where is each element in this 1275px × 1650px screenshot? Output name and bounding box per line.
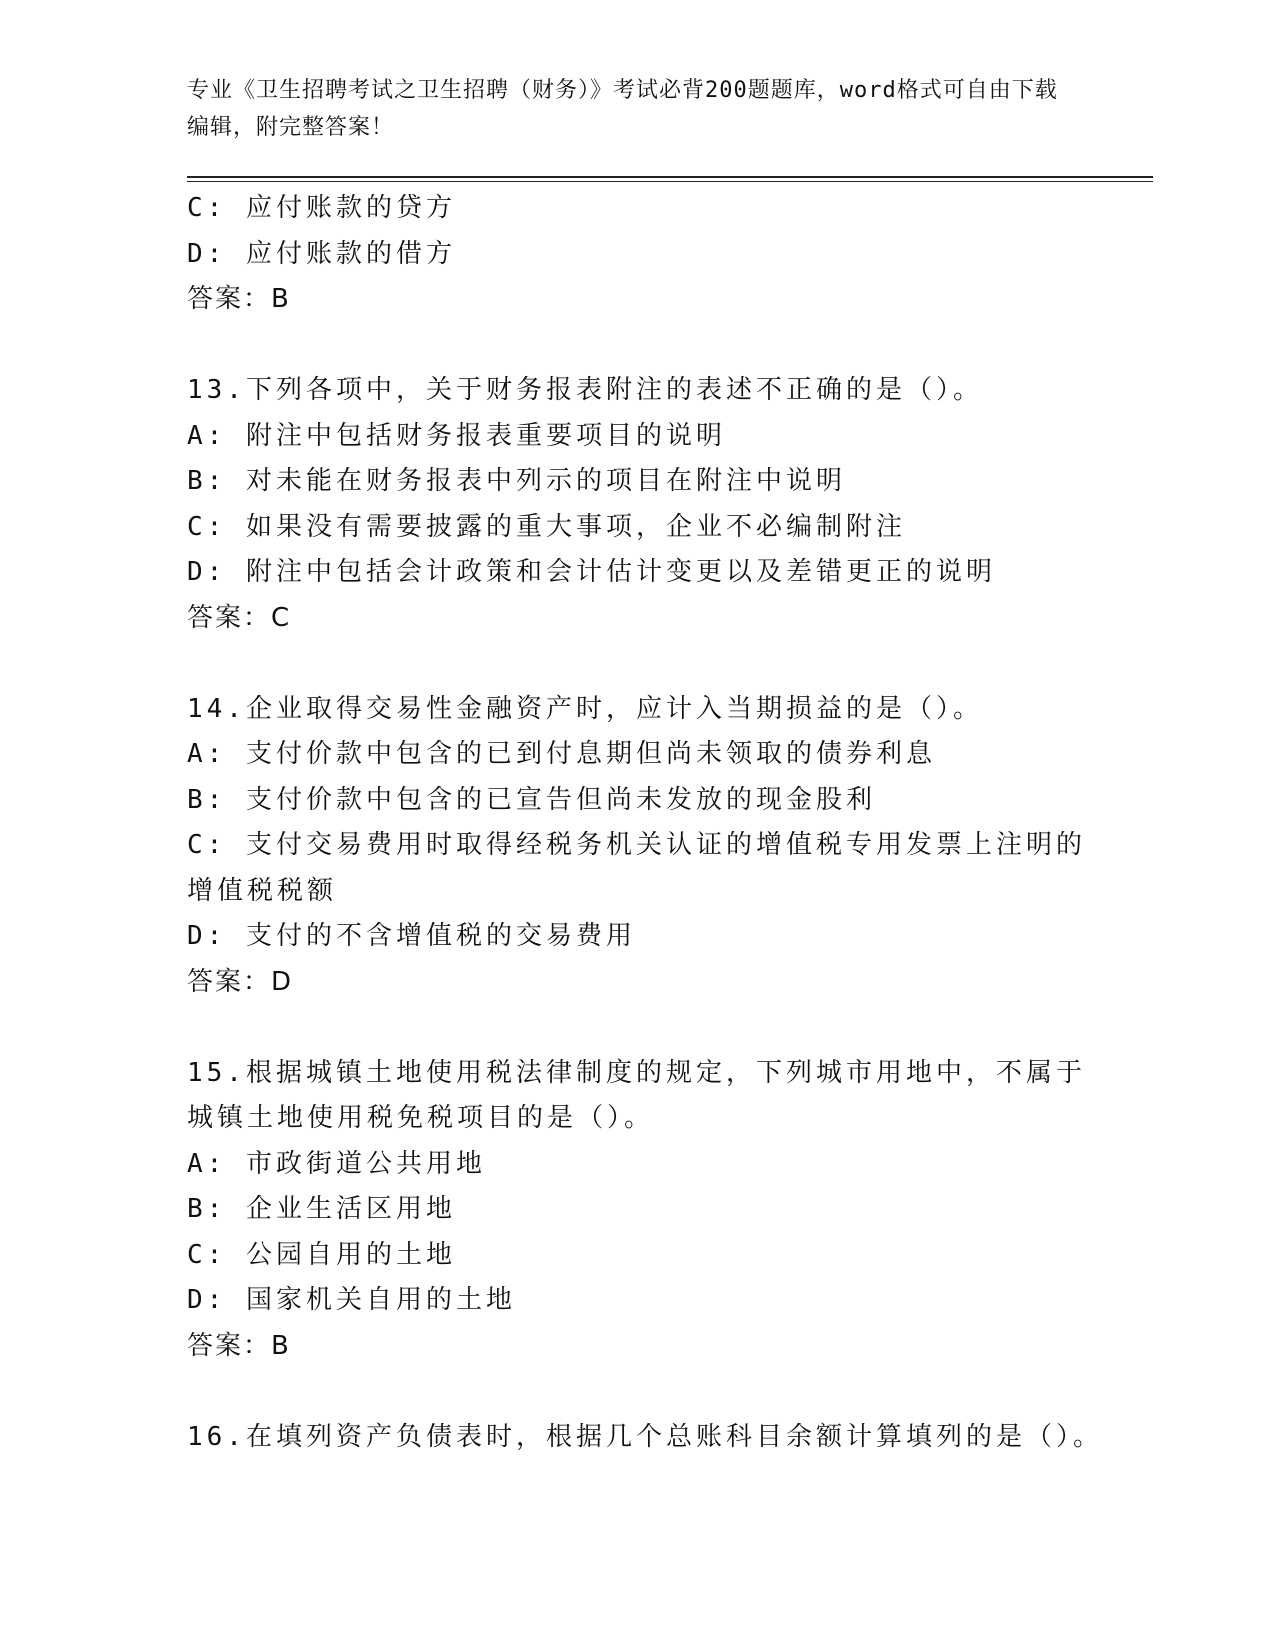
question-stem: 14.企业取得交易性金融资产时，应计入当期损益的是（）。 [187,693,983,724]
option-c: C: 公园自用的土地 [187,1239,456,1270]
answer: 答案：B [187,1330,291,1361]
option-a: A: 支付价款中包含的已到付息期但尚未领取的债券利息 [187,739,936,769]
option-d: D: 附注中包括会计政策和会计估计变更以及差错更正的说明 [187,557,996,587]
header-divider-thin [187,181,1153,182]
document-header: 专业《卫生招聘考试之卫生招聘（财务）》考试必背200题题库，word格式可自由下载编辑，附完整答案！ [187,78,1058,140]
question-list [187,186,1103,1460]
question-12-continued [187,186,1087,323]
option-d: D: 应付账款的借方 [187,238,456,269]
question-stem: 15.根据城镇土地使用税法律制度的规定，下列城市用地中，不属于城镇土地使用税免税项目的是（）。 [187,1057,1086,1133]
option-c: C: 支付交易费用时取得经税务机关认证的增值税专用发票上注明的增值税税额 [187,830,1086,906]
option-b: B: 对未能在财务报表中列示的项目在附注中说明 [187,466,846,496]
question-14 [187,687,1087,1006]
option-b: B: 企业生活区用地 [187,1194,456,1224]
question-16 [187,1415,1103,1461]
header-divider-thick [187,176,1153,178]
option-d: D: 国家机关自用的土地 [187,1285,516,1315]
question-stem: 13.下列各项中，关于财务报表附注的表述不正确的是（）。 [187,375,983,405]
option-a: A: 附注中包括财务报表重要项目的说明 [187,420,726,451]
answer: 答案：C [187,602,292,633]
option-c: C: 如果没有需要披露的重大事项，企业不必编制附注 [187,511,906,542]
option-a: A: 市政街道公共用地 [187,1148,486,1179]
question-15 [187,1051,1087,1370]
option-c: C: 应付账款的贷方 [187,193,456,223]
question-13 [187,368,1087,641]
question-stem: 16.在填列资产负债表时，根据几个总账科目余额计算填列的是（）。 [187,1421,1103,1452]
answer: 答案：B [187,284,291,314]
option-d: D: 支付的不含增值税的交易费用 [187,921,636,951]
answer: 答案：D [187,966,294,997]
option-b: B: 支付价款中包含的已宣告但尚未发放的现金股利 [187,784,876,815]
